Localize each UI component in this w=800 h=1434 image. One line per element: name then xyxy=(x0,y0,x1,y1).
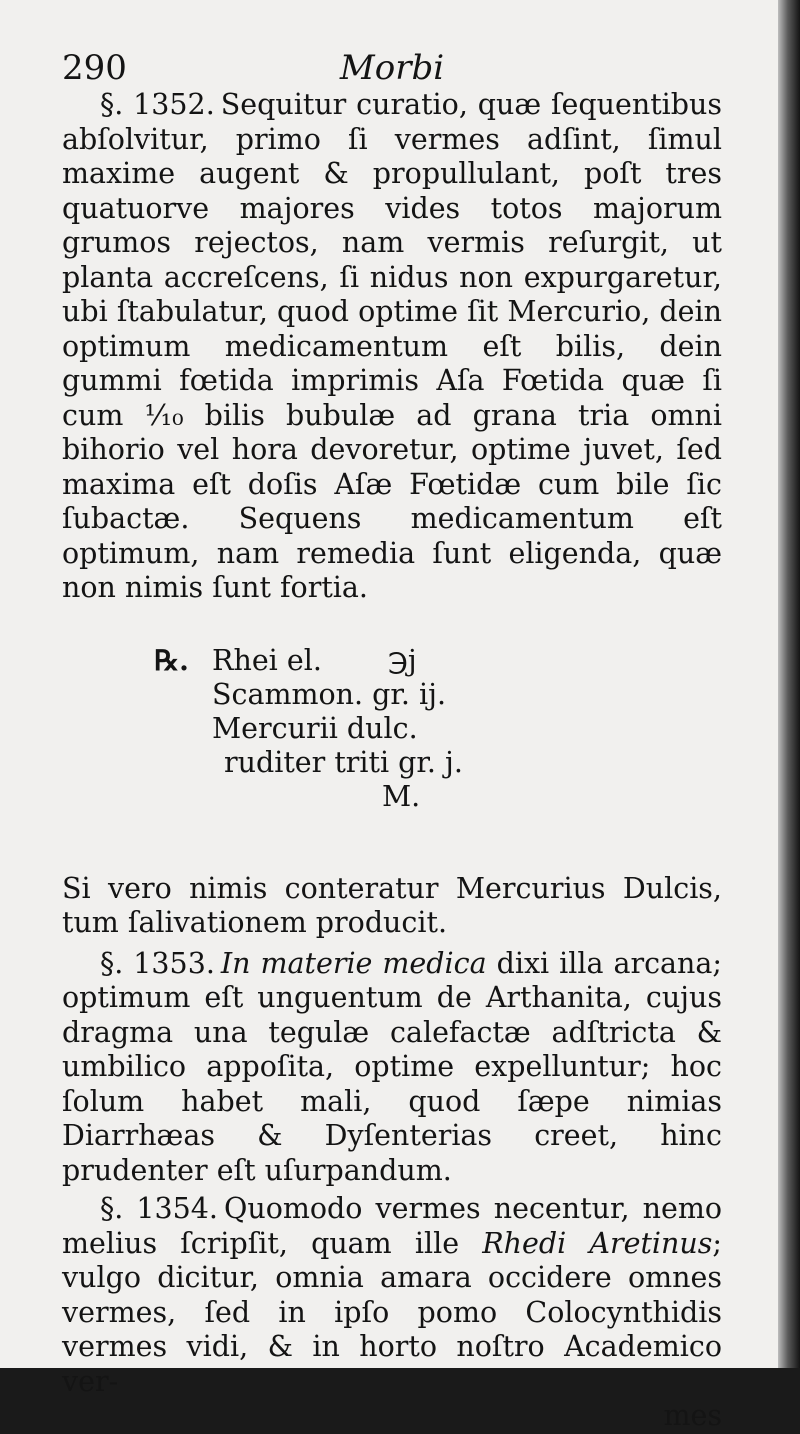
recipe-symbol: ℞. xyxy=(154,643,189,677)
section-number: §. 1354. xyxy=(100,1192,218,1225)
paragraph-1353 xyxy=(62,947,722,1189)
italic-name: Rhedi Aretinus xyxy=(482,1226,713,1260)
italic-phrase: In materie medica xyxy=(220,946,487,980)
recipe-line: ruditer triti gr. j. xyxy=(224,745,463,779)
paragraph-text: Quomodo vermes necentur, nemo melius ſcripſit, quam ille xyxy=(62,1192,723,1260)
recipe-line: Rhei el. xyxy=(212,643,322,677)
prescription xyxy=(62,644,722,816)
paragraph-text: Si vero nimis conteratur Mercurius Dulcis, tum ſalivationem producit. xyxy=(62,871,722,939)
running-head: Morbi xyxy=(339,48,445,88)
recipe-line: Mercurii dulc. xyxy=(212,711,418,745)
page-body xyxy=(62,88,722,1434)
paragraph-1354 xyxy=(62,1192,722,1399)
recipe-mix: M. xyxy=(382,779,421,813)
paragraph-salivation xyxy=(62,872,722,941)
recipe-line: Scammon. gr. ij. xyxy=(212,677,447,711)
page-header xyxy=(62,44,722,92)
page-edge-shadow xyxy=(778,0,800,1368)
paragraph-text: ; vulgo dicitur, omnia amara occidere omnes vermes, ſed in ipſo pomo Colocynthidis vermes vidi, & in horto noſtro Academico ver- xyxy=(62,1226,722,1398)
paragraph-text: dixi illa arcana; optimum eſt unguentum de Arthanita, cujus dragma una tegulæ calefactæ adſtricta & umbilico appoſita, optime expelluntur; hoc ſolum habet mali, quod ſæpe nimias Diarrhæas & Dyſenterias creet, hinc prudenter eſt uſurpandum. xyxy=(62,946,722,1187)
paragraph-1352 xyxy=(62,88,722,606)
section-number: §. 1353. xyxy=(100,946,215,980)
paragraph-text: Sequitur curatio, quæ ſequentibus abſolvitur, primo ſi vermes adſint, ſimul maxime augent & propullulant, poſt tres quatuorve majores vides totos majorum grumos rejectos, nam vermis reſurgit, ut planta accreſcens, ſi nidus non expurgaretur, ubi ſtabulatur, quod optime ſit Mercurio, dein optimum medicamentum eſt bilis, dein gummi fœtida imprimis Aſa Fœtida quæ ſi cum ¹⁄₁₀ bilis bubulæ ad grana tria omni bihorio vel hora devoretur, optime juvet, ſed maxima eſt doſis Aſæ Fœtidæ cum bile ſic ſubactæ. Sequens medicamentum eſt optimum, nam remedia ſunt eligenda, quæ non nimis ſunt fortia. xyxy=(62,88,722,604)
page-number: 290 xyxy=(62,48,127,88)
catchword: mes xyxy=(663,1399,722,1432)
recipe-dose: ℈j xyxy=(388,643,417,677)
section-number: §. 1352. xyxy=(100,88,215,121)
